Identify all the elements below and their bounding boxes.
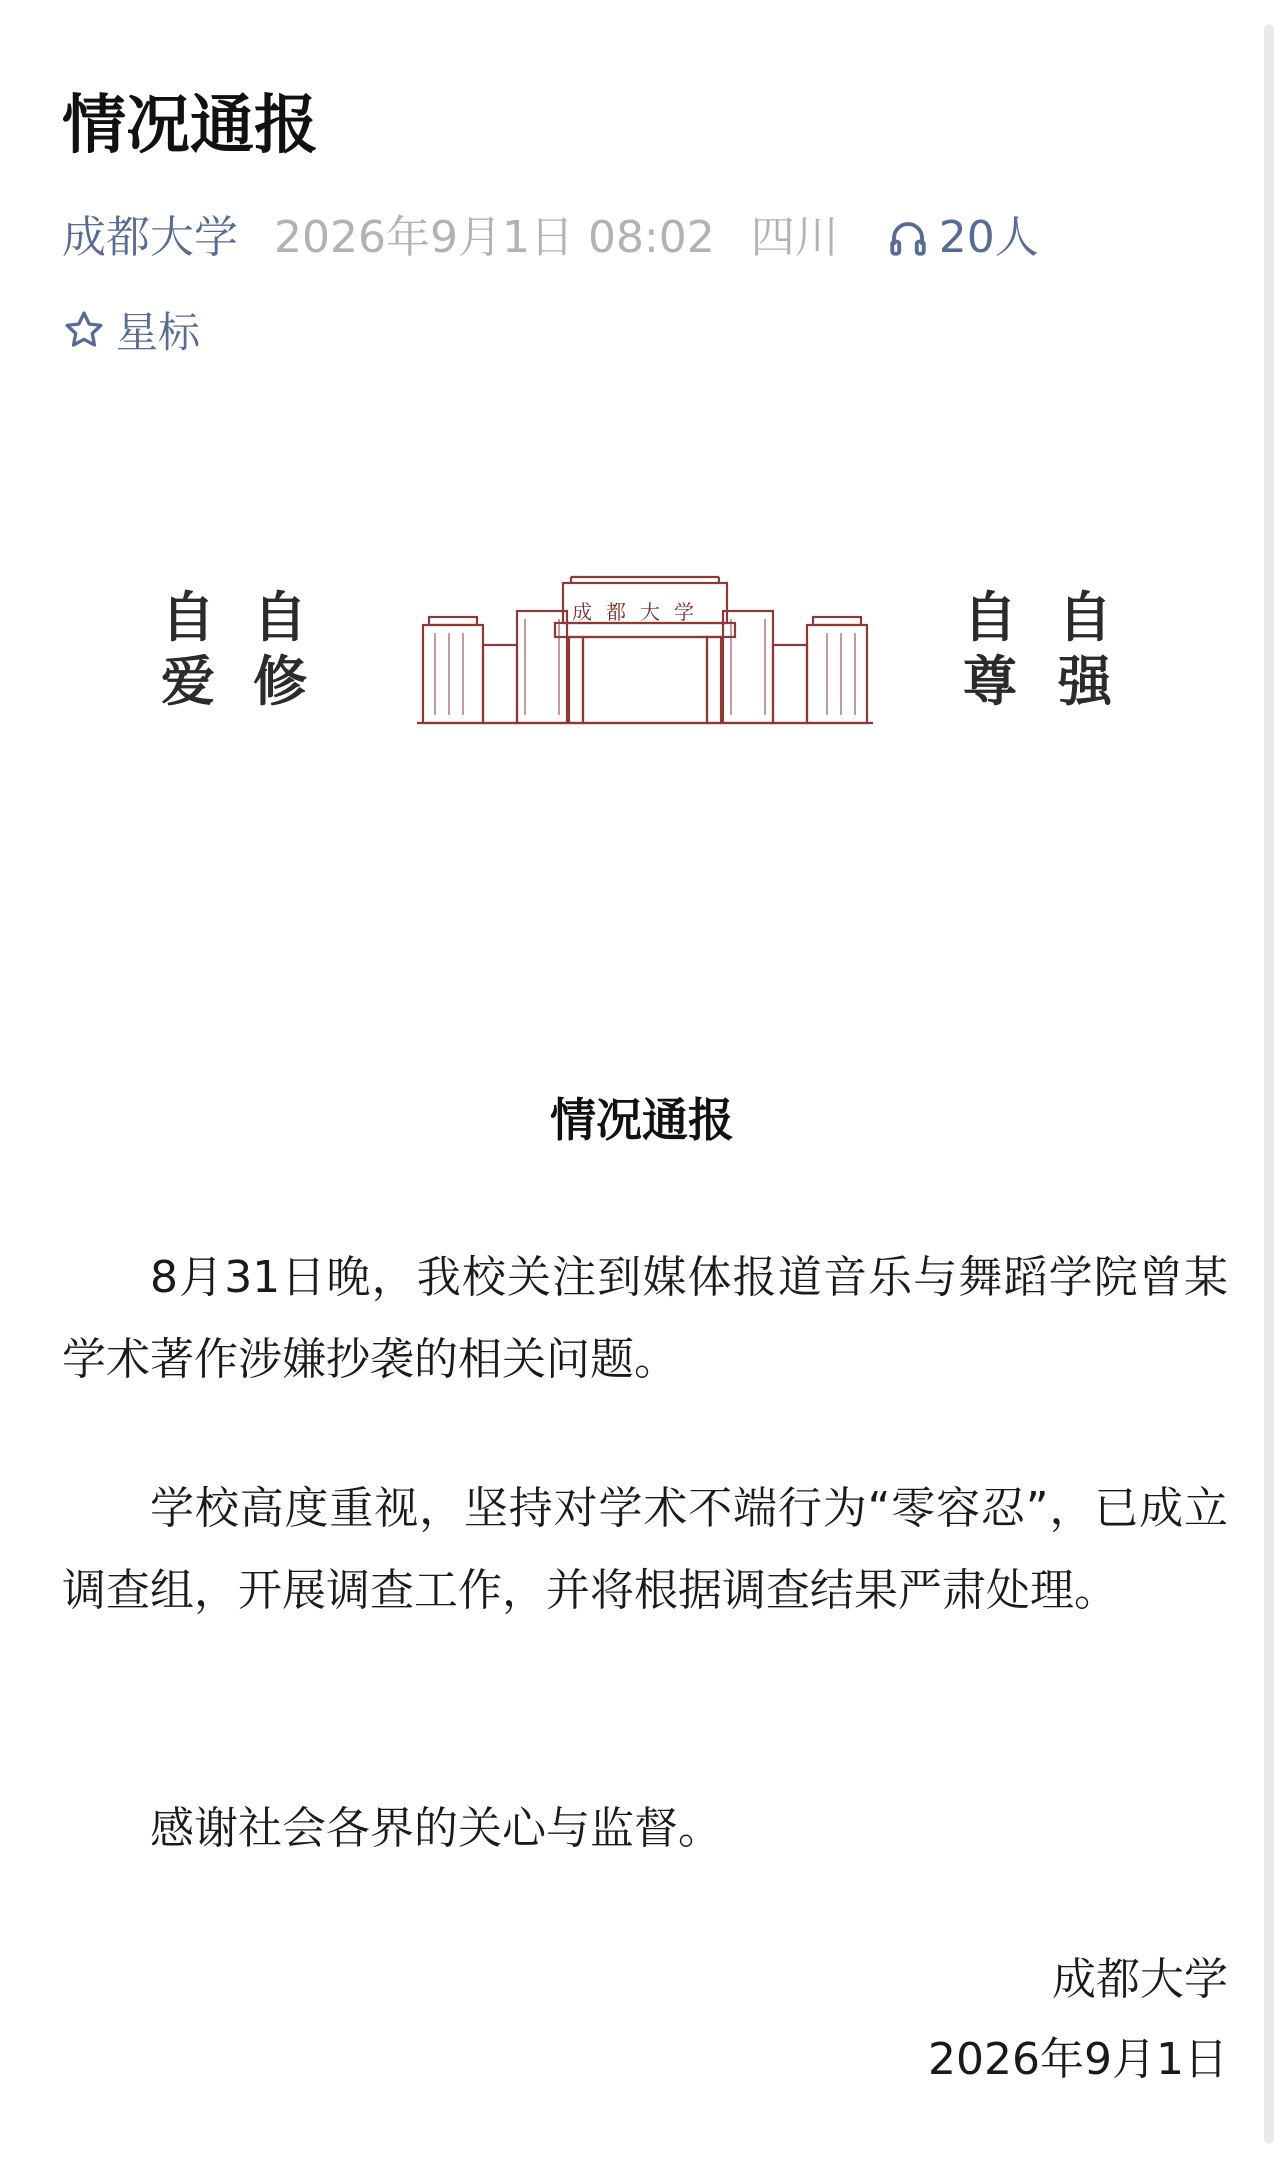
notice-paragraph-3: 感谢社会各界的关心与监督。 bbox=[150, 1803, 722, 1854]
motto-left-col1 bbox=[158, 585, 218, 713]
motto-left-col2 bbox=[250, 585, 310, 713]
motto-char: 自 bbox=[1058, 585, 1112, 649]
listen-count: 20人 bbox=[938, 212, 1039, 263]
notice-date: 2026年9月1日 bbox=[928, 2034, 1228, 2085]
gate-plaque-text: 成都大学 bbox=[572, 600, 708, 624]
star-button[interactable] bbox=[62, 300, 200, 360]
notice-paragraph-2: 学校高度重视，坚持对学术不端行为“零容忍”，已成立调查组，开展调查工作，并将根据调查结果严肃处理。 bbox=[62, 1483, 1228, 1616]
notice-heading: 情况通报 bbox=[550, 1093, 734, 1147]
motto-char: 自 bbox=[161, 585, 215, 649]
motto-char: 尊 bbox=[963, 649, 1017, 713]
motto-char: 自 bbox=[253, 585, 307, 649]
notice-signature: 成都大学 bbox=[1052, 1954, 1228, 2005]
motto-char: 强 bbox=[1058, 649, 1112, 713]
publish-time: 2026年9月1日 08:02 bbox=[274, 212, 715, 263]
headphones-icon bbox=[887, 217, 929, 259]
article-title: 情况通报 bbox=[62, 89, 318, 163]
motto-right-col1 bbox=[960, 585, 1020, 713]
account-name-link[interactable]: 成都大学 bbox=[62, 212, 238, 263]
star-outline-icon bbox=[62, 308, 106, 352]
scrollbar[interactable] bbox=[1264, 24, 1274, 2144]
motto-char: 自 bbox=[963, 585, 1017, 649]
publish-region: 四川 bbox=[750, 212, 839, 263]
listen-button[interactable] bbox=[887, 208, 1039, 268]
notice-paragraph-1: 8月31日晚，我校关注到媒体报道音乐与舞蹈学院曾某学术著作涉嫌抄袭的相关问题。 bbox=[62, 1252, 1228, 1385]
motto-char: 爱 bbox=[161, 649, 215, 713]
motto-char: 修 bbox=[253, 649, 307, 713]
motto-right-col2 bbox=[1055, 585, 1115, 713]
article-meta bbox=[62, 208, 1039, 268]
star-label: 星标 bbox=[116, 308, 201, 357]
